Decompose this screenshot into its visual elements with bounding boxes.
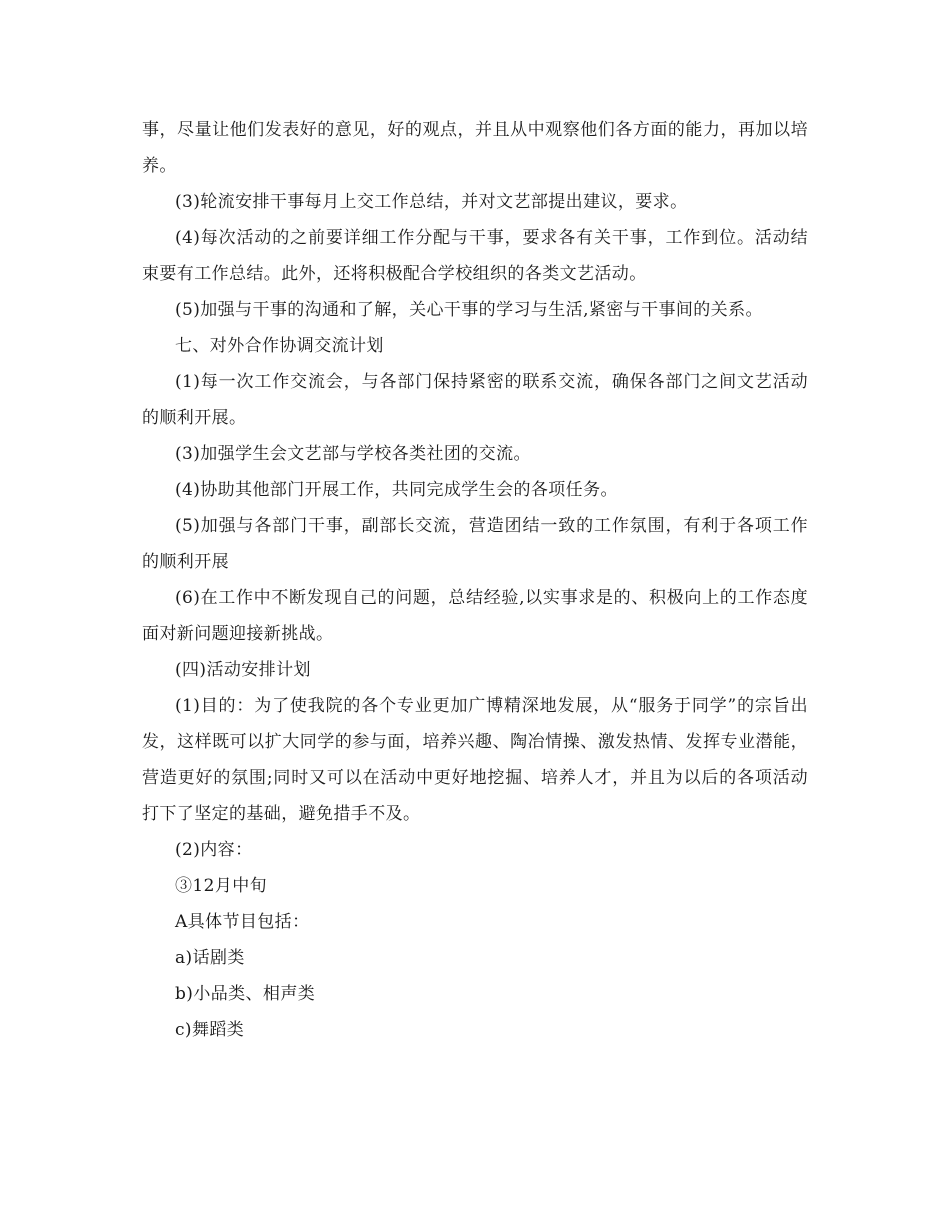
paragraph-3: (4)每次活动的之前要详细工作分配与干事，要求各有关干事，工作到位。活动结束要有工作总结。此外，还将积极配合学校组织的各类文艺活动。 [142,228,808,284]
document-body [142,112,808,1048]
list-item-program-intro: A具体节目包括： [175,912,310,932]
paragraph-9: (5)加强与各部门干事，副部长交流，营造团结一致的工作氛围，有利于各项工作的顺利开展 [142,516,808,572]
paragraph-4: (5)加强与干事的沟通和了解，关心干事的学习与生活,紧密与干事间的关系。 [175,300,763,320]
list-item-date: ③12月中旬 [175,876,268,896]
section-heading-7: 七、对外合作协调交流计划 [175,336,384,356]
list-item-c: c)舞蹈类 [175,1020,245,1040]
paragraph-6: (1)每一次工作交流会，与各部门保持紧密的联系交流，确保各部门之间文艺活动的顺利开展。 [142,372,808,428]
section-heading-4: (四)活动安排计划 [175,660,311,680]
paragraph-1: 事，尽量让他们发表好的意见，好的观点，并且从中观察他们各方面的能力，再加以培养。 [142,120,808,176]
paragraph-2: (3)轮流安排干事每月上交工作总结，并对文艺部提出建议，要求。 [175,192,688,212]
paragraph-10: (6)在工作中不断发现自己的问题，总结经验,以实事求是的、积极向上的工作态度面对新问题迎接新挑战。 [142,588,808,644]
paragraph-13: (2)内容： [175,840,253,860]
paragraph-8: (4)协助其他部门开展工作，共同完成学生会的各项任务。 [175,480,618,500]
paragraph-7: (3)加强学生会文艺部与学校各类社团的交流。 [175,444,531,464]
list-item-a: a)话剧类 [175,948,245,968]
list-item-b: b)小品类、相声类 [175,984,316,1004]
paragraph-12: (1)目的：为了使我院的各个专业更加广博精深地发展，从“服务于同学”的宗旨出发，这样既可以扩大同学的参与面，培养兴趣、陶冶情操、激发热情、发挥专业潜能，营造更好的氛围;同时又可以在活动中更好地挖掘、培养人才，并且为以后的各项活动打下了坚定的基础，避免措手不及。 [142,696,808,824]
